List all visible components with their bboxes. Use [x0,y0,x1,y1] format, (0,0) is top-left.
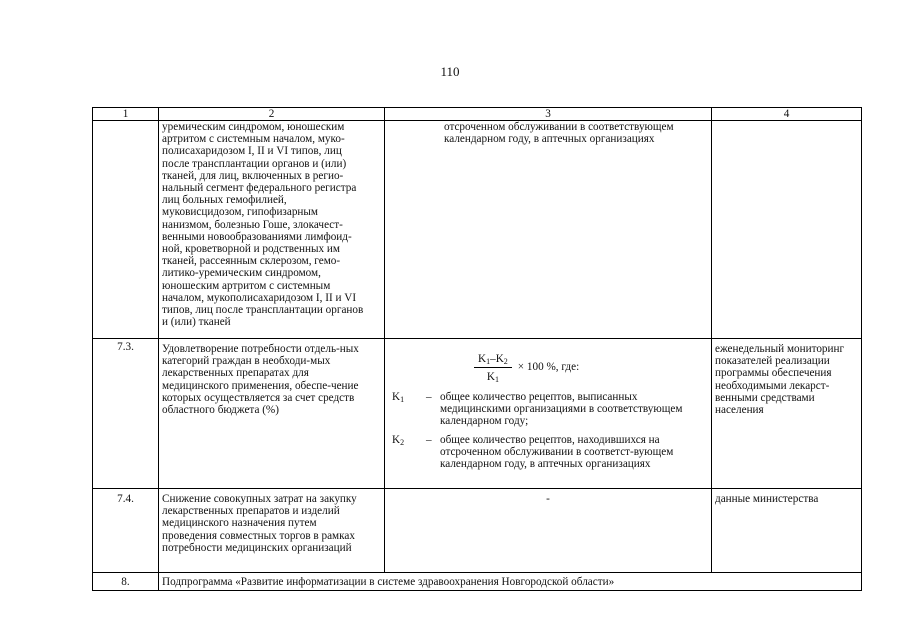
definition-k2-letter: K [392,433,401,446]
denominator-k1-sub: 1 [494,375,499,384]
numerator-k1: K [478,352,487,365]
formula-tail: × 100 %, где: [517,360,580,373]
numerator-operator: – [490,352,496,365]
table-row-8 [93,573,862,591]
continuation-method-cell [385,121,712,339]
calculation-formula [388,351,708,385]
definition-k2-sub: 2 [400,437,405,447]
continuation-num-cell [93,121,159,339]
row-7-4-number: 7.4. [93,489,159,573]
row-7-3-number: 7.3. [93,339,159,489]
continuation-source [712,121,862,339]
table-row-7-3 [93,339,862,489]
definition-k1-text: общее количество рецептов, выписанных медицинскими организациями в соответствующем календарном году; [440,391,683,428]
formula-numerator [474,353,512,368]
row-7-4-description: Снижение совокупных затрат на закупку лекарственных препаратов и изделий медицинского назначения путем проведения совместных торгов в рамках потребности медицинских организаций [159,489,385,573]
formula-fraction [474,353,512,383]
table-row-continuation [93,121,862,339]
definition-k2-text: общее количество рецептов, находившихся на отсроченном обслуживании в соответст-вующем календарном году, в аптечных организациях [440,433,674,471]
page-number: 110 [440,64,460,79]
denominator-k1: K [486,371,495,383]
definition-k2-dash: – [426,433,432,446]
row-8-subprogram-title: Подпрограмма «Развитие информатизации в системе здравоохранения Новгородской области» [159,573,862,591]
row-7-4-method: - [385,489,712,573]
numerator-k1-sub: 1 [486,356,491,366]
formula-denominator [487,368,499,383]
definition-k1-sub: 1 [400,395,405,404]
header-col-1: 1 [93,108,159,121]
row-8-number: 8. [93,573,159,591]
row-7-3-source: еженедельный мониторинг показателей реализации программы обеспечения необходимыми лекарст-венными средствами населения [712,339,862,489]
indicators-table [92,107,862,591]
definition-k2 [388,434,708,471]
numerator-k2-sub: 2 [503,356,508,366]
row-7-3-formula-cell [385,339,712,489]
header-col-3: 3 [385,108,712,121]
table-row-7-4 [93,489,862,573]
header-col-4: 4 [712,108,862,121]
definition-k1 [388,391,708,428]
header-col-2: 2 [159,108,385,121]
definition-k1-dash: – [426,391,432,403]
definition-k1-letter: K [392,391,401,403]
header-row [93,108,862,121]
continuation-method-text: отсроченном обслуживании в соответствующем календарном году, в аптечных организациях [444,121,674,146]
definition-k1-symbol [388,391,426,428]
continuation-description: уремическим синдромом, юношеским артритом с системным началом, муко-полисахаридозом I, II и VI типов, лиц после трансплантации органов и (или) тканей, для лиц, включенных в регио-нальный сегмент федерального регистра лиц больных гемофилией, муковисцидозом, гипофизарным нанизмом, болезнью Гоше, злокачест-венными новообразованиями лимфоид-ной, кроветворной и родственных им тканей, рассеянным склерозом, гемо-литико-уремическим синдромом, юношеским артритом с системным началом, мукополисахаридозом I, II и VI типов, лиц после трансплантации органов и (или) тканей [159,121,385,339]
definition-k2-symbol [388,434,426,471]
row-7-3-description: Удовлетворение потребности отдель-ных категорий граждан в необходи-мых лекарственных препаратах для медицинского применения, обеспе-чение которых осуществляется за счет средств областного бюджета (%) [159,339,385,489]
row-7-4-source: данные министерства [712,489,862,573]
numerator-k2: K [495,352,504,365]
